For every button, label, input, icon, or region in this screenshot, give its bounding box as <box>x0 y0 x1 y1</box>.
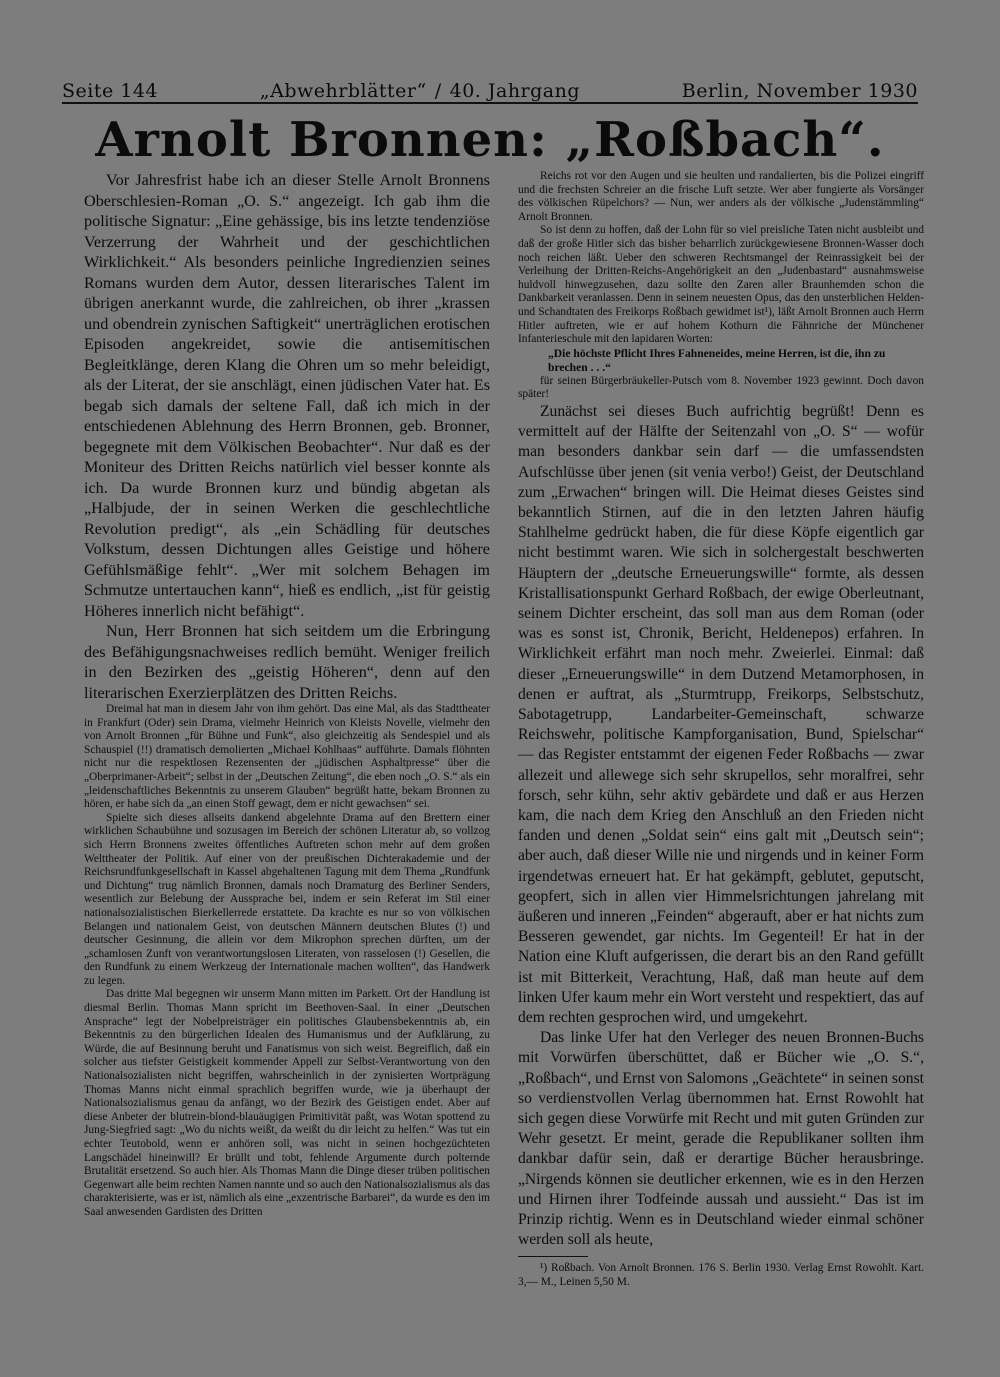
journal-info <box>260 80 580 102</box>
left-column <box>84 170 490 1220</box>
journal-title: „Abwehrblätter“ <box>259 80 427 102</box>
volume: 40. Jahrgang <box>449 80 581 102</box>
paragraph: Vor Jahresfrist habe ich an dieser Stelle Arnolt Bronnens Oberschlesien-Roman „O. S.“ angezeigt. Ich gab ihm die politische Signatur: „Eine gehässige, bis ins letzte tendenziöse Verzerrung der Wahrheit und der geschichtlichen Wirklichkeit.“ Als besonders peinliche Ingredienzien seines Romans wurden dem Autor, dessen literarisches Talent im übrigen anerkannt wurde, die zahlreichen, ob ihrer „krassen und obendrein zynischen Saftigkeit“ unerträglichen erotischen Episoden angekreidet, sowie die antisemitischen Begleitklänge, deren Klang die Ohren um so mehr beleidigt, als der Literat, der sie anschlägt, einen jüdischen Vater hat. Es begab sich damals der seltene Fall, daß ich mich in der entschiedenen Ablehnung des Herrn Bronnen, geb. Bronner, begegnete mit dem Völkischen Beobachter“. Nur daß es der Moniteur des Dritten Reichs natürlich viel besser konnte als ich. Da wurde Bronnen kurz und bündig abgetan als „Halbjude, der in seinen Werken die geschlechtliche Revolution predigt“, als „ein Schädling für deutsches Volkstum, dessen Dichtungen alles Geistige und höhere Gefühlsmäßige fehlt“. „Wer mit solchem Behagen im Schmutze untertauchen kann“, hieß es endlich, „ist für geistig Höheres innerlich nicht befähigt“. <box>84 171 490 620</box>
block-quote: „Die höchste Pflicht Ihres Fahneneides, meine Herren, ist die, ihn zu brechen . . .“ <box>548 346 886 374</box>
place-date: Berlin, November 1930 <box>681 80 918 102</box>
page-number: Seite 144 <box>62 80 159 102</box>
article-headline: Arnolt Bronnen: „Roßbach“. <box>95 112 885 168</box>
footnote: ¹) Roßbach. Von Arnolt Bronnen. 176 S. Berlin 1930. Verlag Ernst Rowohlt. Kart. 3,— M., Leinen 5,50 M. <box>518 1262 924 1289</box>
paragraph: Das dritte Mal begegnen wir unserm Mann mitten im Parkett. Ort der Handlung ist diesmal Berlin. Thomas Mann spricht im Beethoven-Saal. In einer „Deutschen Ansprache“ legt der Nobelpreisträger ein politisches Glaubensbekenntnis ab, ein Bekenntnis zu den bürgerlichen Idealen des Humanismus und der Aufklärung, zu Würde, die auf Besinnung beruht und Fanatismus von sich weist. Begreiflich, daß ein solcher aus tiefster Geistigkeit kommender Appell zur Selbst-Verantwortung von den Nationalsozialisten nicht begriffen, wahrscheinlich in der zynisierten Wortprägung Thomas Manns nicht einmal sprachlich begriffen wurde, wie ja überhaupt der Nationalsozialismus genau da anfängt, wo der Bezirk des Geistigen endet. Aber auf diese Anbeter der blutrein-blond-blauäugigen Primitivität paßt, was Wotan spottend zu Jung-Siegfried sagt: „Wo du nichts weißt, da weißt du dir leicht zu helfen.“ Was tut ein echter Teutobold, wenn er anhören soll, was nicht in seinen hochgezüchteten Langschädel hineinwill? Er brüllt und tobt, fehlende Argumente durch polternde Brutalität ersetzend. So auch hier. Als Thomas Mann die Dinge dieser trüben politischen Gegenwart alle beim rechten Namen nannte und so auch den Nationalsozialismus als das charakterisierte, was er ist, nämlich als eine „exzentrische Barbarei“, da wurde es den im Saal anwesenden Gardisten des Dritten <box>84 988 490 1218</box>
header-separator: / <box>434 80 442 102</box>
paragraph: Dreimal hat man in diesem Jahr von ihm gehört. Das eine Mal, als das Stadttheater in Frankfurt (Oder) sein Drama, vielmehr Heinrich von Kleists Novelle, vielmehr den von Arnolt Bronnen „für Bühne und Funk“, also gleichzeitig als Sendespiel und als Schauspiel (!!) dramatisch demolierten „Michael Kohlhaas“ aufführte. Damals flöhnten nicht nur die respektlosen Rezensenten der „jüdischen Asphaltpresse“ über die „Oberprimaner-Arbeit“; selbst in der „Deutschen Zeitung“, die eben noch „O. S.“ als ein „leidenschaftliches Bekenntnis zu unserem Glauben“ begrüßt hatte, bekam Bronnen zu hören, er habe sich da „an einen Stoff gewagt, dem er nicht gewachsen“ sei. <box>84 703 490 811</box>
paragraph: Zunächst sei dieses Buch aufrichtig begrüßt! Denn es vermittelt auf der Hälfte der Seitenzahl von „O. S“ — wofür man besonders dankbar sein darf — die umfassendsten Aufschlüsse über jenen (sit venia verbo!) Geist, der Deutschland zum „Erwachen“ bringen will. Die Heimat dieses Geistes sind bekanntlich Stirnen, auf die in den letzten Jahren häufig Stahlhelme gedrückt haben, die für diese Köpfe eigentlich gar nicht bestimmt waren. Wie sich in solchergestalt beschwerten Häuptern der „deutsche Erneuerungswille“ formte, als dessen Kristallisationspunkt Gerhard Roßbach, der ewige Oberleutnant, seinem Dichter erscheint, das soll man aus dem Roman (oder was es sonst ist, Chronik, Bericht, Heldenepos) erfahren. In Wirklichkeit erfährt man noch mehr. Zweierlei. Einmal: daß dieser „Erneuerungswille“ in dem Dutzend Metamorphosen, in denen er auftrat, als „Sturmtrupp, Freikorps, Selbstschutz, Sabotagetrupp, Landarbeiter-Gemeinschaft, schwarze Reichswehr, politische Kampforganisation, Bund, Spielschar“ — das Register entstammt der eigenen Feder Roßbachs — zwar allezeit und allewege sich sehr skrupellos, sehr moralfrei, sehr forsch, sehr kühn, sehr aktiv gebärdete und daß er aus Herzen kam, die nach dem Krieg den Anschluß an den Frieden nicht fanden und denen „Soldat sein“ eins galt mit „Deutsch sein“; aber auch, daß dieser Wille nie und nirgends und in keiner Form irgendetwas erneuert hat. Er hat gekämpft, geblutet, geputscht, geopfert, sich in allen vier Himmelsrichtungen jahrelang mit äußeren und inneren „Feinden“ abgerauft, aber er hat nichts zum Besseren gewendet, gar nichts. Im Gegenteil! Er hat in der Nation eine Kluft aufgerissen, die derart bis an den Rand gefüllt ist mit Bitterkeit, Verachtung, Haß, daß man heute auf dem linken Ufer kaum mehr ein Wort versteht und respektiert, das auf dem rechten gesprochen wird, und umgekehrt. <box>518 402 924 1026</box>
paragraph: Das linke Ufer hat den Verleger des neuen Bronnen-Buchs mit Vorwürfen überschüttet, daß er Bücher wie „O. S.“, „Roßbach“, und Ernst von Salomons „Geächtete“ in seinen sonst so verdienstvollen Verlag übernommen hat. Ernst Rowohlt hat sich gegen diese Vorwürfe mit Recht und mit guten Gründen zur Wehr gesetzt. Er meint, gerade die Republikaner sollten ihm dankbar dafür sein, daß er derartige Bücher herausbringe. „Nirgends können sie deutlicher erkennen, wie es in den Herzen und Hirnen ihrer Todfeinde aussah und aussieht.“ Das ist im Prinzip richtig. Wenn es in Deutschland wieder einmal schöner werden soll als heute, <box>518 1029 924 1249</box>
paragraph: Nun, Herr Bronnen hat sich seitdem um die Erbringung des Befähigungsnachweises redlich bemüht. Weniger freilich in den Bezirken des „geistig Höheren“, denn auf den literarischen Exerzierplätzen des Dritten Reichs. <box>84 622 490 702</box>
paragraph: Reichs rot vor den Augen und sie heulten und randalierten, bis die Polizei eingriff und die frechsten Schreier an die frische Luft setzte. Wer aber fungierte als Vorsänger des völkischen Rüpelchors? — Nun, wer anders als der völkische „Judenstämmling“ Arnolt Bronnen. <box>518 170 924 223</box>
page-header <box>62 74 918 102</box>
header-rule <box>62 102 918 104</box>
paragraph: So ist denn zu hoffen, daß der Lohn für so viel preisliche Taten nicht ausbleibt und daß der große Hitler sich das bisher beharrlich zurückgewiesene Bronnen-Wasser doch noch reichen läßt. Ueber den schweren Rechtsmangel der Reinrassigkeit bei der Verleihung der Dritten-Reichs-Angehörigkeit an den „Judenbastard“ ausnahmsweise huldvoll hinwegzusehen, dazu sollte den Zaren aller Braunhemden schon die Dankbarkeit veranlassen. Denn in seinem neuesten Opus, das den unsterblichen Helden- und Schandtaten des Freikorps Roßbach gewidmet ist¹), läßt Arnolt Bronnen auch Herrn Hitler auftreten, wie er auf hohem Kothurn die Fähnriche der Münchener Infanterieschule mit den lapidaren Worten: <box>518 224 924 346</box>
paragraph: Spielte sich dieses allseits dankend abgelehnte Drama auf den Brettern einer wirklichen Schaubühne und sozusagen im Bereich der schönen Literatur ab, so vollzog sich Herrn Bronnens zweites öffentliches Auftreten schon mehr auf dem großen Welttheater der Politik. Auf einer von der preußischen Dichterakademie und der Reichsrundfunkgesellschaft in Kassel abgehaltenen Tagung mit dem Thema „Rundfunk und Dichtung“ trug nämlich Bronnen, damals noch Dramaturg des Berliner Senders, wesentlich zur Belebung der Aussprache bei, indem er sein Referat im Stil einer nationalsozialistischen Bierkellerrede erstattete. Da krachte es nur so von völkischen Belangen und nationalem Geist, von deutschen Männern deutschen Blutes (!) und deutscher Gesinnung, die allein vor dem Mikrophon sprechen dürften, um der „schamlosen Zunft von verantwortungslosen Literaten, von rasselosen (!) Gesellen, die den Rundfunk zu einem Werkzeug der Internationale machen wollten“, das Handwerk zu legen. <box>84 811 490 987</box>
right-column <box>518 170 924 1289</box>
paragraph: für seinen Bürgerbräukeller-Putsch vom 8. November 1923 gewinnt. Doch davon später! <box>518 374 924 401</box>
footnote-rule <box>518 1256 588 1257</box>
